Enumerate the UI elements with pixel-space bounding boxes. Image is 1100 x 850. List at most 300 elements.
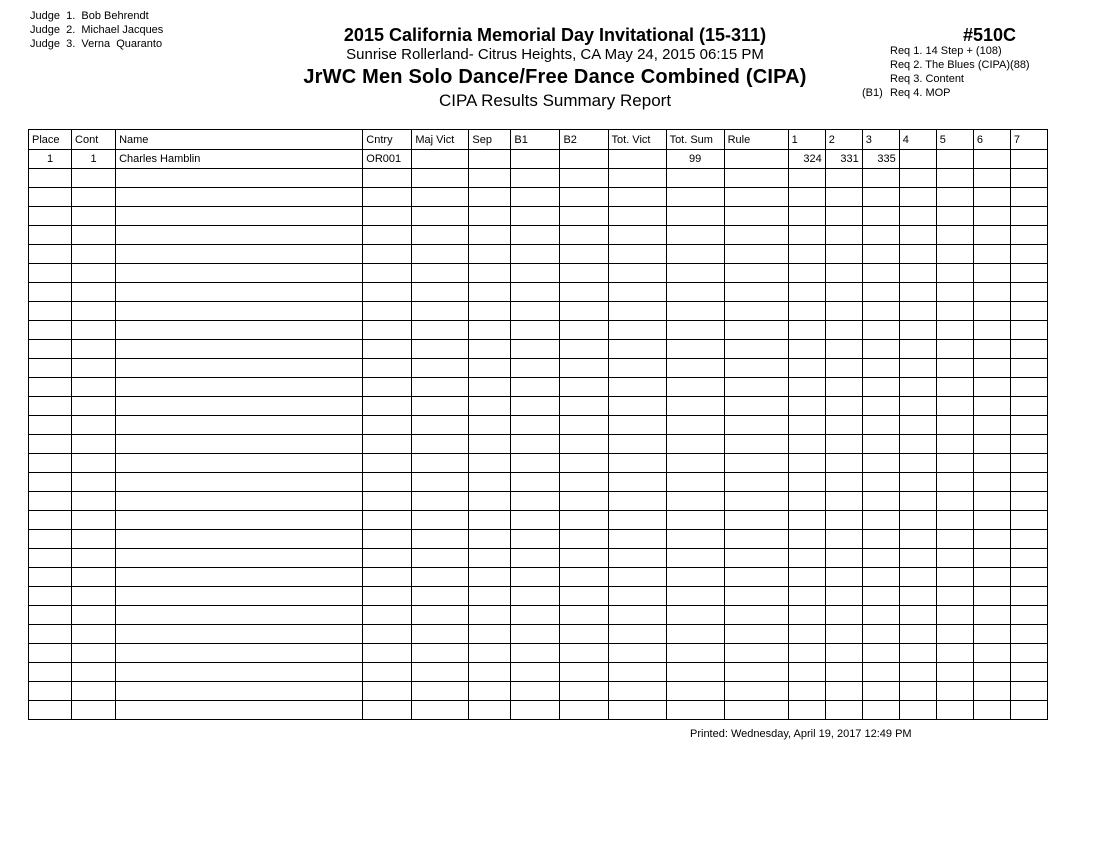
empty-cell bbox=[116, 188, 363, 207]
empty-cell bbox=[973, 378, 1010, 397]
empty-cell bbox=[608, 226, 666, 245]
empty-cell bbox=[560, 682, 608, 701]
empty-cell bbox=[788, 397, 825, 416]
empty-cell bbox=[724, 530, 788, 549]
empty-cell bbox=[936, 473, 973, 492]
empty-cell bbox=[724, 473, 788, 492]
empty-cell bbox=[1010, 606, 1047, 625]
empty-cell bbox=[363, 606, 412, 625]
empty-cell bbox=[973, 416, 1010, 435]
empty-cell bbox=[72, 245, 116, 264]
empty-cell bbox=[899, 644, 936, 663]
empty-cell bbox=[608, 264, 666, 283]
empty-cell bbox=[1010, 435, 1047, 454]
empty-cell bbox=[116, 663, 363, 682]
empty-cell bbox=[29, 473, 72, 492]
empty-cell bbox=[973, 321, 1010, 340]
empty-cell bbox=[825, 378, 862, 397]
empty-cell bbox=[862, 264, 899, 283]
empty-row bbox=[29, 644, 1048, 663]
empty-cell bbox=[666, 226, 724, 245]
empty-row bbox=[29, 321, 1048, 340]
empty-cell bbox=[1010, 549, 1047, 568]
empty-cell bbox=[862, 625, 899, 644]
empty-cell bbox=[899, 568, 936, 587]
empty-cell bbox=[511, 397, 560, 416]
empty-cell bbox=[469, 625, 511, 644]
empty-cell bbox=[825, 340, 862, 359]
empty-cell bbox=[469, 511, 511, 530]
table-row bbox=[29, 150, 1048, 169]
empty-cell bbox=[724, 511, 788, 530]
empty-cell bbox=[936, 302, 973, 321]
empty-cell bbox=[724, 359, 788, 378]
empty-cell bbox=[1010, 321, 1047, 340]
empty-cell bbox=[825, 625, 862, 644]
empty-cell bbox=[469, 492, 511, 511]
event-id: #510C bbox=[963, 25, 1017, 45]
empty-cell bbox=[29, 397, 72, 416]
empty-cell bbox=[608, 682, 666, 701]
empty-cell bbox=[724, 302, 788, 321]
empty-cell bbox=[412, 473, 469, 492]
empty-cell bbox=[511, 682, 560, 701]
cell-judge-2: 331 bbox=[825, 150, 862, 169]
empty-cell bbox=[511, 568, 560, 587]
empty-cell bbox=[825, 321, 862, 340]
empty-cell bbox=[560, 378, 608, 397]
empty-row bbox=[29, 378, 1048, 397]
empty-cell bbox=[72, 359, 116, 378]
empty-cell bbox=[724, 625, 788, 644]
empty-cell bbox=[973, 264, 1010, 283]
empty-cell bbox=[116, 169, 363, 188]
empty-cell bbox=[116, 283, 363, 302]
empty-row bbox=[29, 454, 1048, 473]
empty-cell bbox=[72, 340, 116, 359]
empty-cell bbox=[899, 416, 936, 435]
empty-cell bbox=[72, 207, 116, 226]
empty-cell bbox=[666, 682, 724, 701]
empty-cell bbox=[608, 454, 666, 473]
empty-cell bbox=[825, 701, 862, 720]
empty-cell bbox=[608, 359, 666, 378]
empty-cell bbox=[724, 340, 788, 359]
empty-cell bbox=[862, 416, 899, 435]
empty-row bbox=[29, 492, 1048, 511]
empty-cell bbox=[29, 682, 72, 701]
empty-cell bbox=[29, 264, 72, 283]
empty-cell bbox=[1010, 378, 1047, 397]
empty-cell bbox=[560, 644, 608, 663]
empty-row bbox=[29, 530, 1048, 549]
results-table bbox=[28, 129, 1048, 720]
empty-cell bbox=[511, 245, 560, 264]
empty-cell bbox=[1010, 530, 1047, 549]
empty-cell bbox=[788, 682, 825, 701]
empty-cell bbox=[560, 701, 608, 720]
empty-cell bbox=[412, 454, 469, 473]
empty-cell bbox=[899, 454, 936, 473]
empty-cell bbox=[469, 359, 511, 378]
empty-cell bbox=[666, 492, 724, 511]
empty-cell bbox=[560, 473, 608, 492]
empty-cell bbox=[899, 549, 936, 568]
cell-sep bbox=[469, 150, 511, 169]
empty-cell bbox=[1010, 587, 1047, 606]
empty-cell bbox=[560, 226, 608, 245]
empty-cell bbox=[72, 473, 116, 492]
empty-cell bbox=[666, 454, 724, 473]
empty-cell bbox=[788, 264, 825, 283]
empty-cell bbox=[608, 416, 666, 435]
empty-cell bbox=[608, 663, 666, 682]
empty-cell bbox=[899, 606, 936, 625]
empty-cell bbox=[29, 625, 72, 644]
empty-cell bbox=[862, 644, 899, 663]
cell-cont: 1 bbox=[72, 150, 116, 169]
empty-cell bbox=[412, 340, 469, 359]
table-header-row bbox=[29, 130, 1048, 150]
empty-cell bbox=[973, 283, 1010, 302]
empty-cell bbox=[412, 625, 469, 644]
empty-cell bbox=[72, 625, 116, 644]
empty-cell bbox=[412, 435, 469, 454]
judge-2: Judge 2. Michael Jacques bbox=[30, 24, 164, 36]
empty-cell bbox=[412, 169, 469, 188]
empty-cell bbox=[363, 207, 412, 226]
empty-cell bbox=[973, 606, 1010, 625]
empty-cell bbox=[363, 549, 412, 568]
empty-cell bbox=[825, 226, 862, 245]
judge-1: Judge 1. Bob Behrendt bbox=[30, 10, 149, 22]
empty-cell bbox=[608, 435, 666, 454]
empty-cell bbox=[363, 283, 412, 302]
empty-cell bbox=[29, 663, 72, 682]
requirements-list bbox=[862, 44, 1030, 100]
empty-cell bbox=[825, 511, 862, 530]
empty-cell bbox=[363, 568, 412, 587]
empty-cell bbox=[511, 302, 560, 321]
empty-cell bbox=[899, 226, 936, 245]
empty-cell bbox=[608, 340, 666, 359]
empty-cell bbox=[116, 473, 363, 492]
empty-cell bbox=[1010, 644, 1047, 663]
empty-cell bbox=[560, 321, 608, 340]
empty-cell bbox=[560, 625, 608, 644]
empty-cell bbox=[116, 701, 363, 720]
empty-cell bbox=[825, 188, 862, 207]
empty-cell bbox=[511, 549, 560, 568]
empty-cell bbox=[116, 207, 363, 226]
empty-cell bbox=[788, 321, 825, 340]
empty-cell bbox=[72, 663, 116, 682]
empty-cell bbox=[412, 606, 469, 625]
empty-cell bbox=[724, 283, 788, 302]
empty-cell bbox=[363, 625, 412, 644]
empty-cell bbox=[825, 264, 862, 283]
requirement-4: (B1) Req 4. MOP bbox=[862, 87, 951, 99]
empty-cell bbox=[862, 663, 899, 682]
empty-cell bbox=[788, 169, 825, 188]
empty-cell bbox=[116, 568, 363, 587]
empty-cell bbox=[862, 359, 899, 378]
empty-cell bbox=[899, 682, 936, 701]
empty-cell bbox=[788, 454, 825, 473]
empty-cell bbox=[469, 302, 511, 321]
empty-cell bbox=[412, 226, 469, 245]
empty-cell bbox=[1010, 340, 1047, 359]
empty-cell bbox=[608, 511, 666, 530]
empty-cell bbox=[116, 682, 363, 701]
col-judge-6: 6 bbox=[973, 130, 1010, 150]
empty-cell bbox=[116, 606, 363, 625]
empty-cell bbox=[788, 226, 825, 245]
empty-cell bbox=[899, 264, 936, 283]
empty-cell bbox=[724, 226, 788, 245]
empty-cell bbox=[72, 169, 116, 188]
judge-3: Judge 3. Verna Quaranto bbox=[30, 38, 163, 50]
empty-cell bbox=[412, 302, 469, 321]
empty-cell bbox=[412, 663, 469, 682]
requirement-2: Req 2. The Blues (CIPA)(88) bbox=[890, 59, 1030, 71]
empty-cell bbox=[1010, 625, 1047, 644]
empty-cell bbox=[469, 169, 511, 188]
empty-cell bbox=[973, 340, 1010, 359]
empty-cell bbox=[973, 397, 1010, 416]
empty-cell bbox=[899, 625, 936, 644]
empty-cell bbox=[666, 701, 724, 720]
empty-cell bbox=[29, 245, 72, 264]
empty-cell bbox=[608, 587, 666, 606]
empty-cell bbox=[825, 644, 862, 663]
empty-cell bbox=[899, 587, 936, 606]
empty-cell bbox=[788, 663, 825, 682]
results-body bbox=[29, 150, 1048, 720]
empty-cell bbox=[469, 245, 511, 264]
empty-cell bbox=[511, 359, 560, 378]
empty-cell bbox=[666, 416, 724, 435]
empty-cell bbox=[788, 568, 825, 587]
empty-cell bbox=[666, 245, 724, 264]
cell-judge-7 bbox=[1010, 150, 1047, 169]
empty-cell bbox=[29, 549, 72, 568]
empty-cell bbox=[608, 549, 666, 568]
empty-cell bbox=[973, 644, 1010, 663]
empty-cell bbox=[469, 264, 511, 283]
empty-row bbox=[29, 169, 1048, 188]
empty-cell bbox=[469, 682, 511, 701]
empty-cell bbox=[412, 283, 469, 302]
empty-cell bbox=[116, 435, 363, 454]
empty-cell bbox=[788, 606, 825, 625]
empty-cell bbox=[862, 321, 899, 340]
empty-cell bbox=[862, 587, 899, 606]
empty-cell bbox=[825, 568, 862, 587]
empty-cell bbox=[788, 435, 825, 454]
report-name: CIPA Results Summary Report bbox=[438, 91, 672, 110]
col-judge-4: 4 bbox=[899, 130, 936, 150]
empty-cell bbox=[788, 245, 825, 264]
empty-cell bbox=[72, 264, 116, 283]
empty-cell bbox=[666, 568, 724, 587]
empty-cell bbox=[116, 625, 363, 644]
empty-cell bbox=[72, 283, 116, 302]
empty-cell bbox=[608, 397, 666, 416]
empty-cell bbox=[788, 378, 825, 397]
empty-cell bbox=[29, 530, 72, 549]
empty-cell bbox=[788, 340, 825, 359]
empty-cell bbox=[936, 416, 973, 435]
empty-cell bbox=[116, 264, 363, 283]
empty-cell bbox=[825, 663, 862, 682]
empty-cell bbox=[936, 207, 973, 226]
empty-cell bbox=[1010, 359, 1047, 378]
empty-cell bbox=[936, 169, 973, 188]
empty-cell bbox=[666, 530, 724, 549]
empty-row bbox=[29, 416, 1048, 435]
empty-cell bbox=[29, 435, 72, 454]
empty-cell bbox=[511, 435, 560, 454]
empty-cell bbox=[973, 625, 1010, 644]
empty-cell bbox=[1010, 454, 1047, 473]
empty-cell bbox=[862, 435, 899, 454]
empty-cell bbox=[825, 397, 862, 416]
empty-cell bbox=[72, 302, 116, 321]
empty-cell bbox=[1010, 264, 1047, 283]
empty-cell bbox=[608, 492, 666, 511]
empty-cell bbox=[973, 207, 1010, 226]
empty-cell bbox=[608, 530, 666, 549]
cell-judge-6 bbox=[973, 150, 1010, 169]
empty-cell bbox=[724, 397, 788, 416]
empty-cell bbox=[862, 530, 899, 549]
empty-cell bbox=[560, 283, 608, 302]
empty-cell bbox=[469, 416, 511, 435]
empty-cell bbox=[511, 378, 560, 397]
empty-cell bbox=[363, 682, 412, 701]
empty-cell bbox=[608, 644, 666, 663]
empty-cell bbox=[560, 264, 608, 283]
empty-cell bbox=[29, 378, 72, 397]
cell-judge-1: 324 bbox=[788, 150, 825, 169]
empty-cell bbox=[862, 226, 899, 245]
empty-cell bbox=[973, 587, 1010, 606]
empty-cell bbox=[936, 340, 973, 359]
empty-cell bbox=[72, 492, 116, 511]
empty-cell bbox=[72, 511, 116, 530]
empty-cell bbox=[29, 644, 72, 663]
cell-judge-3: 335 bbox=[862, 150, 899, 169]
empty-cell bbox=[973, 701, 1010, 720]
empty-cell bbox=[560, 435, 608, 454]
empty-cell bbox=[1010, 245, 1047, 264]
empty-cell bbox=[469, 568, 511, 587]
empty-cell bbox=[899, 359, 936, 378]
empty-cell bbox=[116, 340, 363, 359]
empty-cell bbox=[29, 207, 72, 226]
col-judge-3: 3 bbox=[862, 130, 899, 150]
empty-cell bbox=[825, 549, 862, 568]
empty-cell bbox=[724, 587, 788, 606]
empty-cell bbox=[788, 587, 825, 606]
empty-cell bbox=[363, 321, 412, 340]
empty-cell bbox=[862, 283, 899, 302]
empty-cell bbox=[936, 359, 973, 378]
empty-cell bbox=[666, 340, 724, 359]
requirement-3: Req 3. Content bbox=[890, 73, 964, 85]
col-judge-2: 2 bbox=[825, 130, 862, 150]
empty-cell bbox=[72, 397, 116, 416]
empty-cell bbox=[412, 530, 469, 549]
empty-cell bbox=[666, 302, 724, 321]
empty-cell bbox=[116, 530, 363, 549]
empty-cell bbox=[666, 606, 724, 625]
empty-cell bbox=[788, 511, 825, 530]
empty-cell bbox=[511, 340, 560, 359]
empty-cell bbox=[825, 302, 862, 321]
cell-place: 1 bbox=[29, 150, 72, 169]
empty-cell bbox=[825, 207, 862, 226]
empty-cell bbox=[936, 188, 973, 207]
empty-cell bbox=[1010, 188, 1047, 207]
empty-row bbox=[29, 663, 1048, 682]
empty-cell bbox=[608, 207, 666, 226]
empty-cell bbox=[899, 473, 936, 492]
empty-cell bbox=[862, 701, 899, 720]
empty-cell bbox=[511, 226, 560, 245]
empty-cell bbox=[724, 435, 788, 454]
empty-cell bbox=[511, 511, 560, 530]
empty-cell bbox=[511, 283, 560, 302]
empty-cell bbox=[666, 321, 724, 340]
empty-cell bbox=[412, 492, 469, 511]
empty-cell bbox=[363, 397, 412, 416]
empty-cell bbox=[899, 701, 936, 720]
empty-cell bbox=[862, 682, 899, 701]
empty-cell bbox=[724, 245, 788, 264]
empty-cell bbox=[363, 492, 412, 511]
empty-cell bbox=[936, 568, 973, 587]
empty-cell bbox=[936, 511, 973, 530]
empty-cell bbox=[825, 283, 862, 302]
empty-cell bbox=[469, 663, 511, 682]
empty-cell bbox=[72, 549, 116, 568]
col-tot-vict: Tot. Vict bbox=[608, 130, 666, 150]
cell-b2 bbox=[560, 150, 608, 169]
empty-cell bbox=[666, 169, 724, 188]
empty-cell bbox=[1010, 226, 1047, 245]
empty-cell bbox=[116, 416, 363, 435]
empty-cell bbox=[724, 663, 788, 682]
empty-cell bbox=[862, 188, 899, 207]
empty-cell bbox=[1010, 397, 1047, 416]
cell-name: Charles Hamblin bbox=[116, 150, 363, 169]
empty-cell bbox=[1010, 663, 1047, 682]
empty-cell bbox=[666, 473, 724, 492]
empty-cell bbox=[469, 701, 511, 720]
empty-cell bbox=[511, 188, 560, 207]
empty-cell bbox=[788, 473, 825, 492]
empty-cell bbox=[825, 435, 862, 454]
empty-cell bbox=[560, 568, 608, 587]
empty-cell bbox=[973, 245, 1010, 264]
empty-cell bbox=[788, 207, 825, 226]
empty-cell bbox=[862, 169, 899, 188]
empty-cell bbox=[666, 625, 724, 644]
competition-title: 2015 California Memorial Day Invitational (15-311) bbox=[343, 25, 767, 45]
empty-cell bbox=[825, 606, 862, 625]
